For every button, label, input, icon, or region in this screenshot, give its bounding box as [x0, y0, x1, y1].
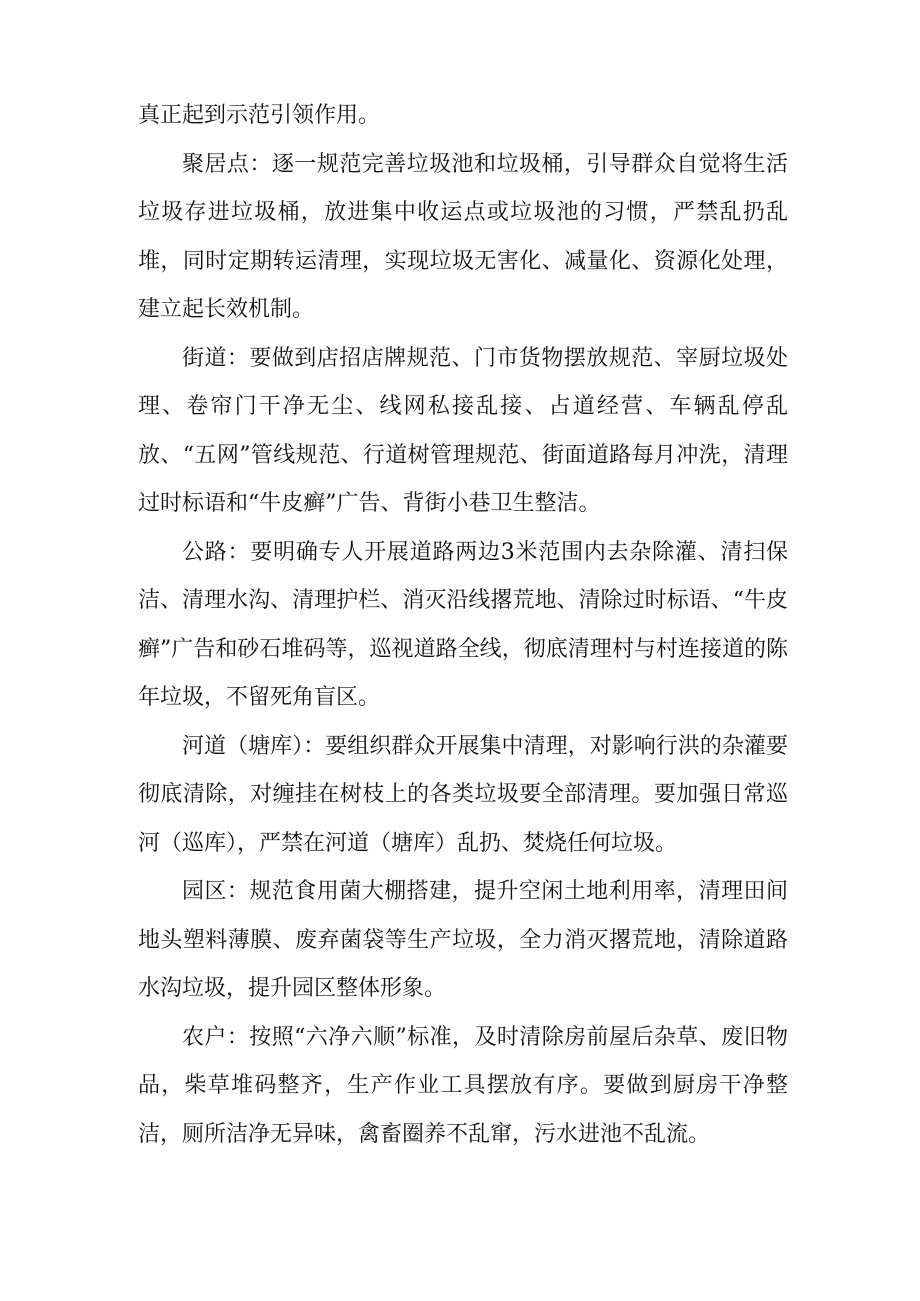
- paragraph-river: 河道（塘库）：要组织群众开展集中清理，对影响行洪的杂灌要彻底清除，对缠挂在树枝上的各类垃圾要全部清理。要加强日常巡河（巡库），严禁在河道（塘库）乱扔、焚烧任何垃圾。: [138, 733, 788, 856]
- paragraph-settlement: 聚居点：逐一规范完善垃圾池和垃圾桶，引导群众自觉将生活垃圾存进垃圾桶，放进集中收运点或垃圾池的习惯，严禁乱扔乱堆，同时定期转运清理，实现垃圾无害化、减量化、资源化处理，建立起长效机制。: [138, 151, 788, 322]
- paragraph-park: 园区：规范食用菌大棚搭建，提升空闲土地利用率，清理田间地头塑料薄膜、废弃菌袋等生产垃圾，全力消灭撂荒地，清除道路水沟垃圾，提升园区整体形象。: [138, 879, 788, 1001]
- paragraph-intro-tail: 真正起到示范引领作用。: [138, 103, 381, 128]
- paragraph-highway: 公路：要明确专人开展道路两边3米范围内去杂除灌、清扫保洁、清理水沟、清理护栏、消灭沿线撂荒地、清除过时标语、“牛皮癣”广告和砂石堆码等，巡视道路全线，彻底清理村与村连接道的陈年垃圾，不留死角盲区。: [138, 539, 788, 710]
- paragraph-household: 农户：按照“六净六顺”标准，及时清除房前屋后杂草、废旧物品，柴草堆码整齐，生产作业工具摆放有序。要做到厨房干净整洁，厕所洁净无异味，禽畜圈养不乱窜，污水进池不乱流。: [138, 1024, 788, 1147]
- paragraph-street: 街道：要做到店招店牌规范、门市货物摆放规范、宰厨垃圾处理、卷帘门干净无尘、线网私接乱接、占道经营、车辆乱停乱放、“五网”管线规范、行道树管理规范、街面道路每月冲洗，清理过时标语和“牛皮癣”广告、背街小巷卫生整洁。: [138, 345, 788, 516]
- document-body: [138, 92, 788, 1159]
